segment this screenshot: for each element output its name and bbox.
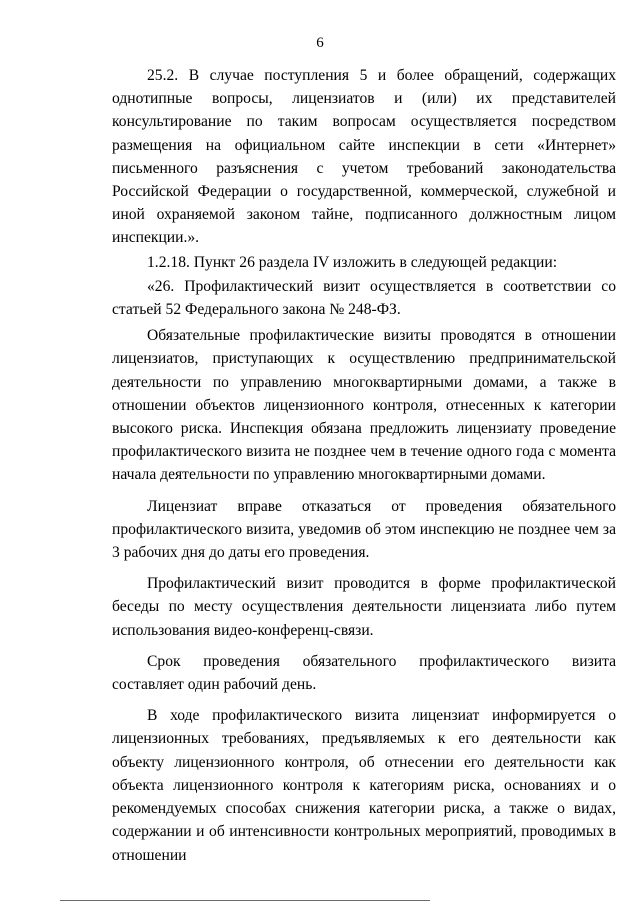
page-number: 6 bbox=[316, 35, 324, 51]
paragraph-25-2-consultation: 25.2. В случае поступления 5 и более обращений, содержащих однотипные вопросы, лицензиатов и (или) их представителей консультирование по таким вопросам осуществляется посредством размещения на официальном сайте инспекции в сети «Интернет» письменного разъяснения с учетом требований законодательства Российской Федерации о государственной, коммерческой, служебной и иной охраняемой законом тайне, подписанного должностным лицом инспекции.». bbox=[112, 67, 616, 247]
paragraph-visit-form: Профилактический визит проводится в форме профилактической беседы по месту осуществления деятельности лицензиата либо путем использования видео-конференц-связи. bbox=[112, 575, 616, 639]
paragraph-26-preventive-visit: «26. Профилактический визит осуществляется в соответствии со статьей 52 Федерального закона № 248-ФЗ. bbox=[112, 277, 616, 319]
page-bottom-rule bbox=[60, 900, 430, 901]
paragraph-mandatory-visits: Обязательные профилактические визиты проводятся в отношении лицензиатов, приступающих к осуществлению предпринимательской деятельности по управлению многоквартирными домами, а также в отношении объектов лицензионного контроля, отнесенных к категории высокого риска. Инспекция обязана предложить лицензиату проведение профилактического визита не позднее чем в течение одного года с момента начала деятельности по управлению многоквартирными домами. bbox=[112, 327, 616, 484]
paragraph-1-2-18-amendment: 1.2.18. Пункт 26 раздела IV изложить в следующей редакции: bbox=[147, 253, 558, 271]
paragraph-visit-duration: Срок проведения обязательного профилактического визита составляет один рабочий день. bbox=[112, 652, 616, 694]
paragraph-visit-information: В ходе профилактического визита лицензиат информируется о лицензионных требованиях, предъявляемых к его деятельности как объекту лицензионного контроля, об отнесении его деятельности как объекта лицензионного контроля к категориям риска, основаниях и о рекомендуемых способах снижения категории риска, а также о видах, содержании и об интенсивности контрольных мероприятий, проводимых в отношении bbox=[112, 707, 616, 864]
document-body bbox=[112, 64, 616, 867]
paragraph-licensee-refusal: Лицензиат вправе отказаться от проведения обязательного профилактического визита, уведомив об этом инспекцию не позднее чем за 3 рабочих дня до даты его проведения. bbox=[112, 497, 616, 562]
